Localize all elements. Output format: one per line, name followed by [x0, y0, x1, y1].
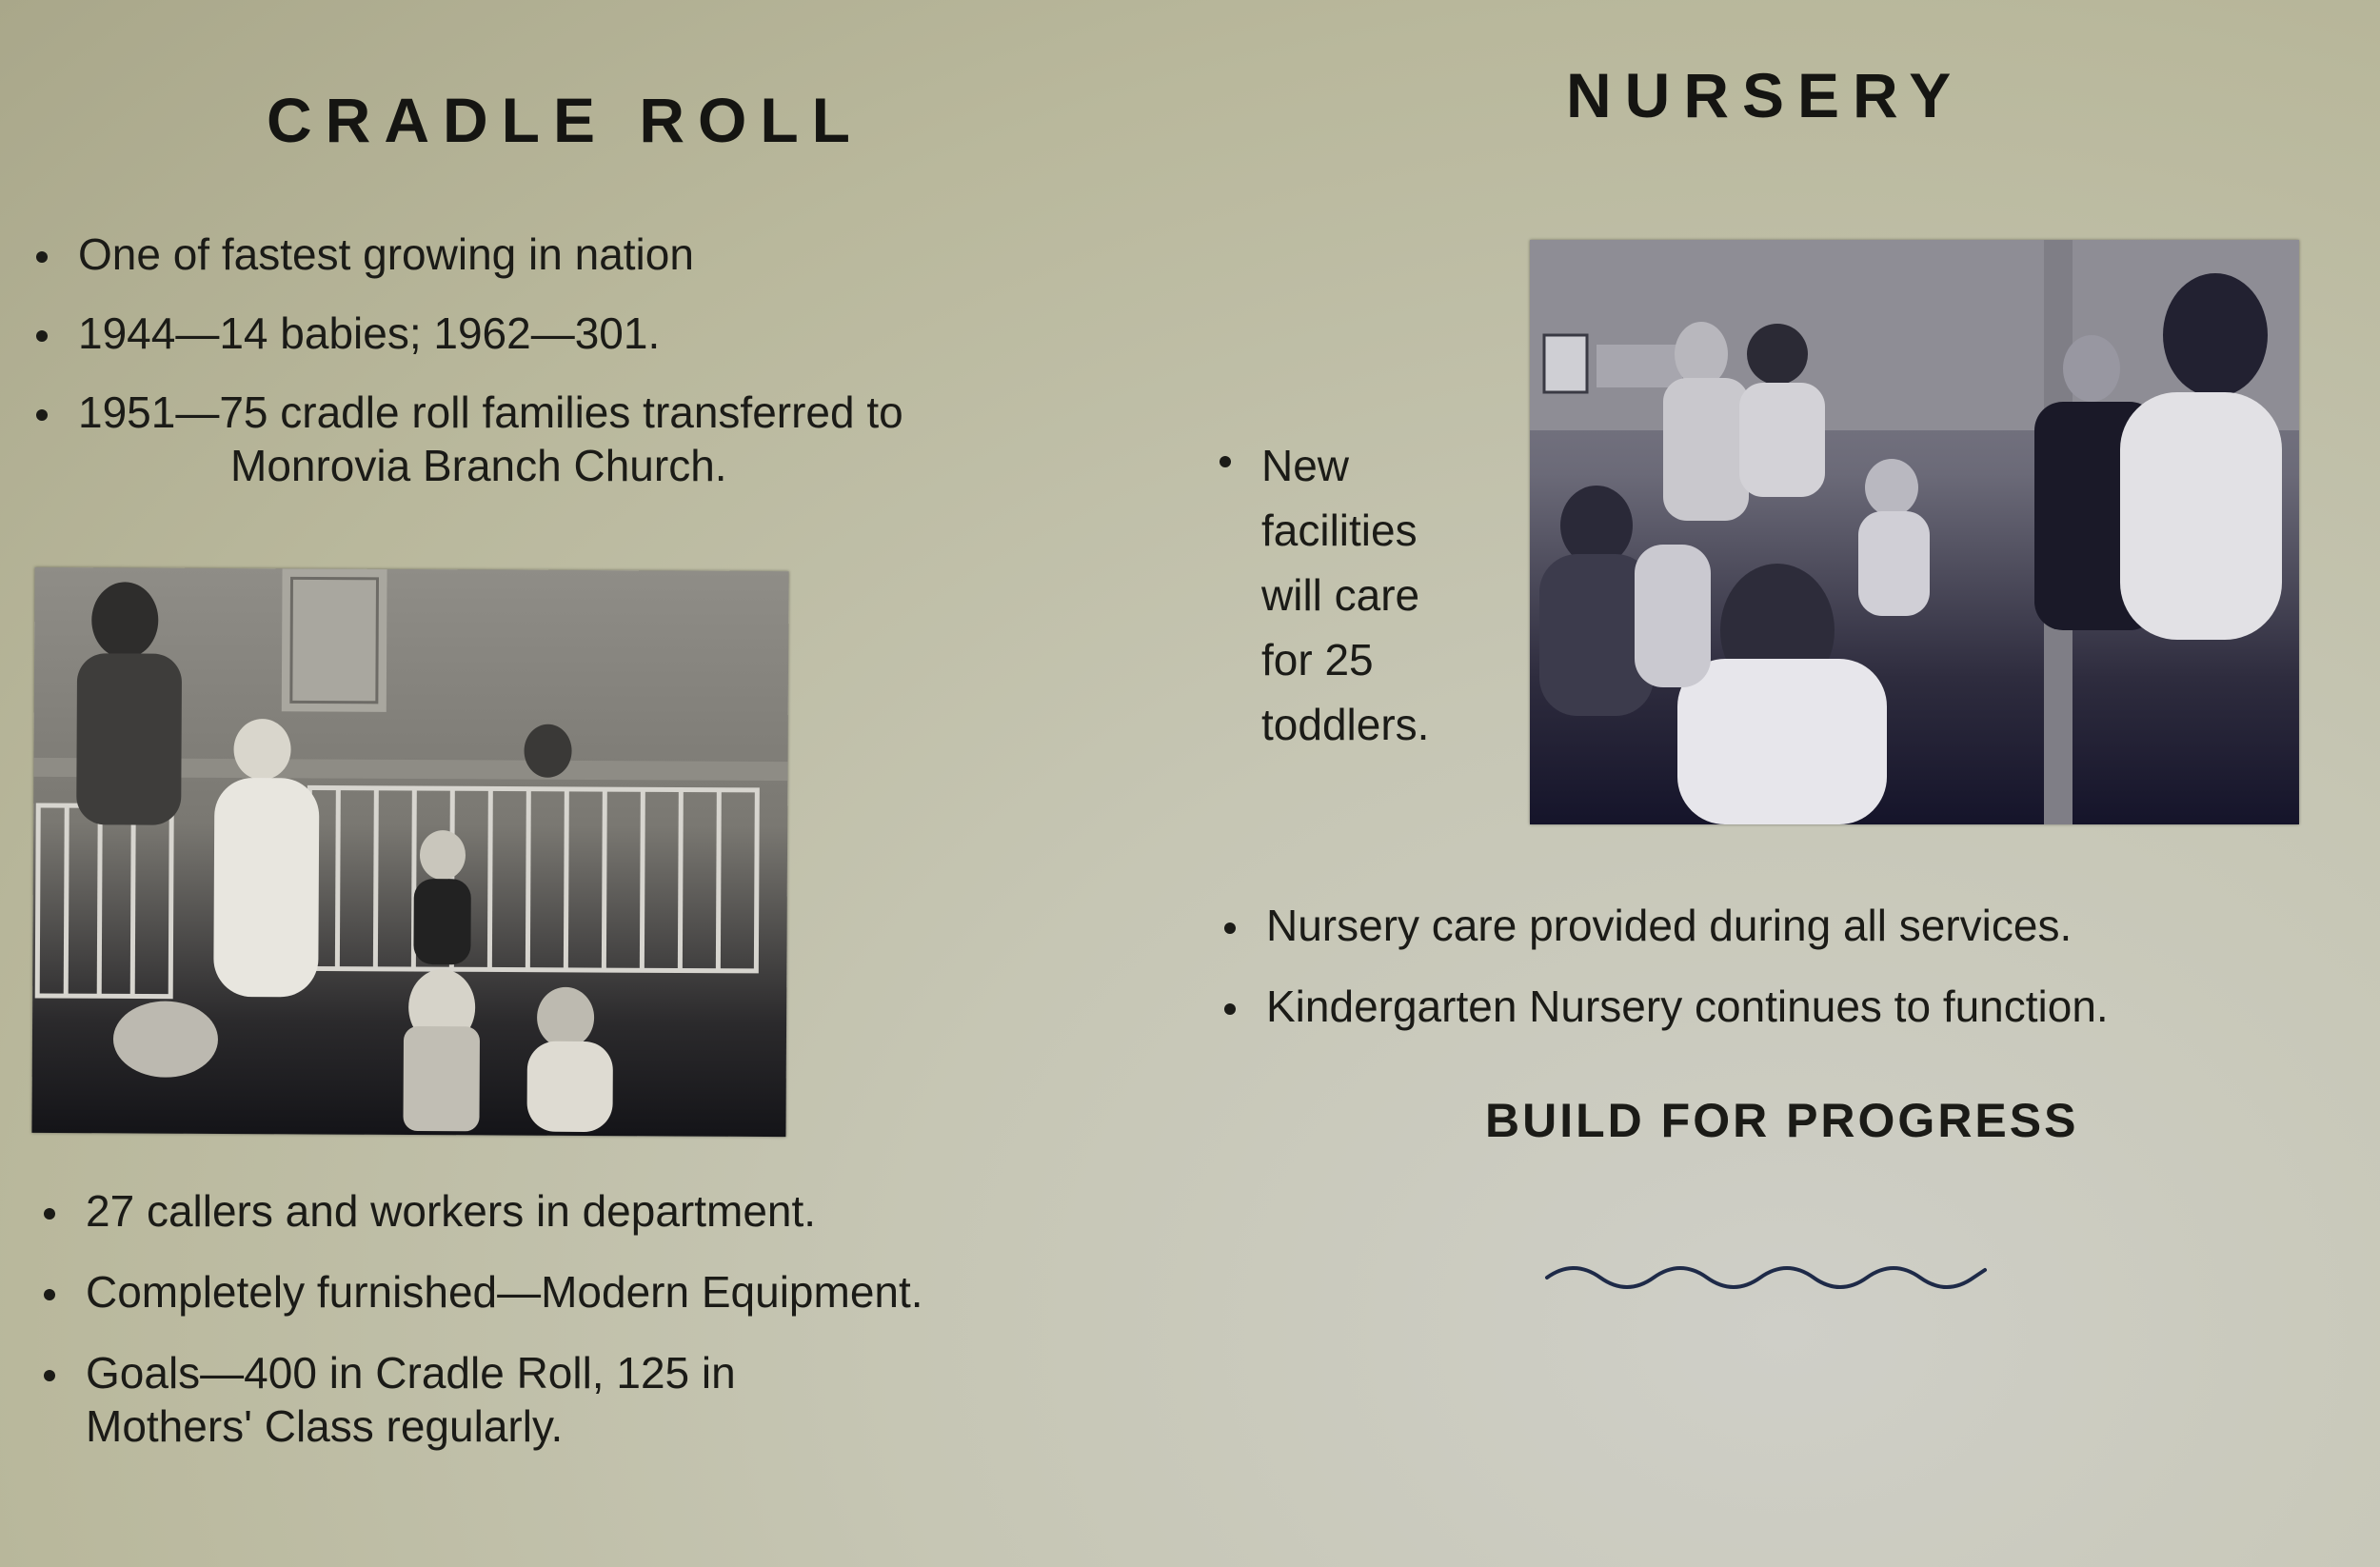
line: facilities — [1261, 506, 1418, 556]
line: New — [1261, 441, 1350, 490]
list-item — [1214, 433, 1528, 757]
list-item-text-continued: Monrovia Branch Church. — [230, 440, 727, 490]
cradle-room-photo-image — [31, 567, 788, 1137]
list-item — [38, 1347, 1085, 1452]
line: will care — [1261, 570, 1420, 621]
list-item-text: 1944—14 babies; 1962—301. — [78, 308, 661, 359]
list-item-text: One of fastest growing in nation — [78, 229, 694, 279]
line: toddlers. — [1261, 700, 1430, 750]
wave-ornament-icon — [1542, 1257, 1990, 1295]
list-item — [30, 228, 1154, 281]
list-item-text: Kindergarten Nursery continues to function. — [1266, 982, 2109, 1032]
list-item — [1219, 981, 2342, 1033]
list-item-text: Goals—400 in Cradle Roll, 125 in — [86, 1348, 736, 1398]
build-for-progress-slogan: BUILD FOR PROGRESS — [1485, 1094, 2079, 1147]
list-item — [30, 387, 1154, 491]
nursery-heading: NURSERY — [1566, 60, 1965, 130]
list-item — [30, 307, 1154, 360]
nursery-new-facilities — [1214, 433, 1528, 757]
list-item-text: Completely furnished—Modern Equipment. — [86, 1267, 923, 1318]
list-item — [38, 1266, 1085, 1319]
cradle-roll-heading: CRADLE ROLL — [267, 85, 863, 155]
list-item-text: Nursery care provided during all services. — [1266, 901, 2073, 950]
list-item-text: 27 callers and workers in department. — [86, 1186, 817, 1236]
list-item — [1219, 900, 2342, 952]
cradle-roll-facts-bottom — [38, 1185, 1085, 1481]
line: for 25 — [1261, 635, 1374, 685]
list-item-text: 1951—75 cradle roll families transferred to — [78, 387, 903, 438]
nursery-room-photo — [1530, 240, 2299, 824]
list-item-text-continued: Mothers' Class regularly. — [86, 1400, 564, 1451]
nursery-room-photo-image — [1530, 240, 2299, 824]
cradle-roll-facts-top — [30, 228, 1154, 519]
list-item — [38, 1185, 1085, 1238]
cradle-room-photo — [31, 567, 788, 1137]
nursery-facts — [1219, 900, 2342, 1061]
